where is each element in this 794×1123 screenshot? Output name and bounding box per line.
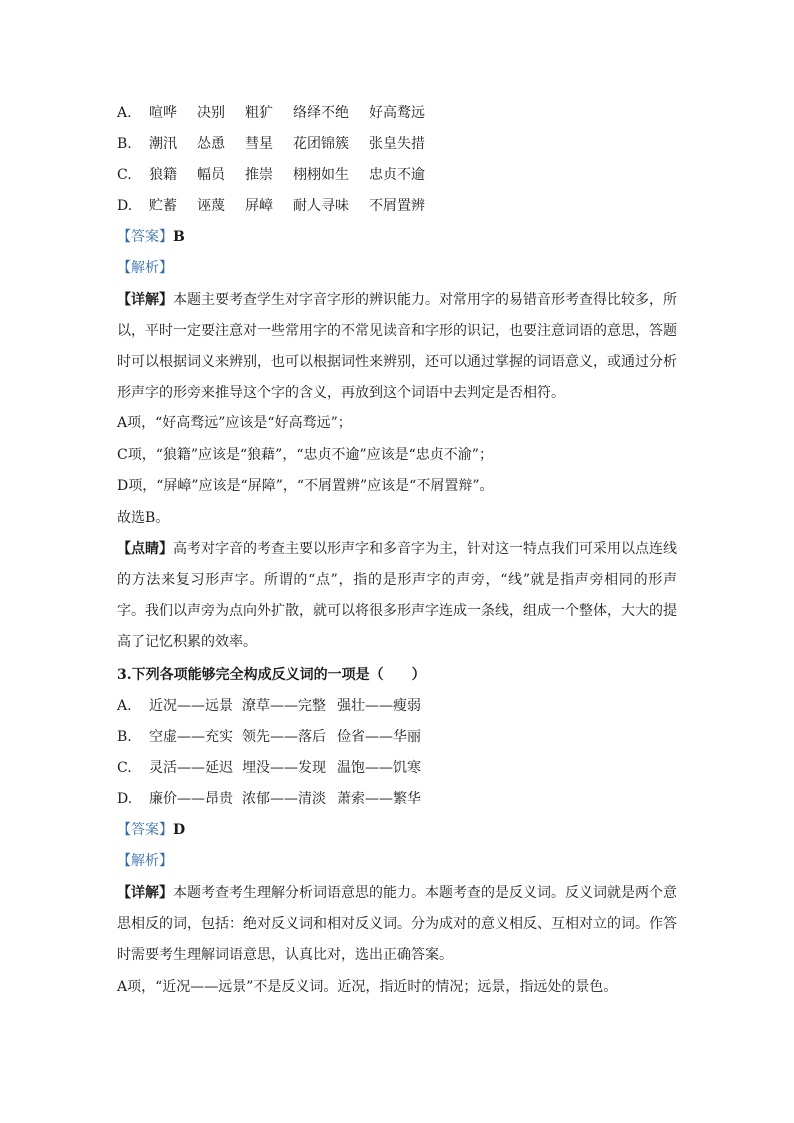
q3-question: 3.下列各项能够完全构成反义词的一项是（ ）: [117, 667, 426, 683]
answer-tag: 【答案】: [117, 822, 173, 838]
option-word: 诬蔑: [197, 198, 225, 214]
option-word: 彗星: [245, 136, 273, 152]
option-word: 决别: [197, 105, 225, 121]
answer-value: B: [173, 229, 185, 245]
q3-analysis-tag: [117, 851, 173, 871]
q3-detail-paragraph: [117, 878, 677, 971]
detail-tag: 【详解】: [117, 885, 173, 901]
q3-option-c: [117, 758, 421, 778]
option-pair: 强壮——瘦弱: [337, 698, 421, 714]
q2-option-c: [117, 165, 425, 185]
option-label: B.: [117, 136, 132, 152]
option-label: B.: [117, 729, 132, 745]
option-word: 怂恿: [197, 136, 225, 152]
option-word: 喧哗: [149, 105, 177, 121]
option-pair: 萧索——繁华: [337, 791, 421, 807]
option-word: 花团锦簇: [293, 136, 349, 152]
q3-option-b: [117, 727, 421, 747]
q2-analysis-tag: [117, 258, 173, 278]
q2-item-c: C项，“狼籍”应该是“狼藉”，“忠贞不逾”应该是“忠贞不渝”；: [117, 447, 493, 463]
analysis-tag: 【解析】: [117, 260, 173, 276]
option-pair: 近况——远景: [149, 698, 233, 714]
q2-answer: [117, 227, 185, 247]
option-label: C.: [117, 760, 132, 776]
q2-item-a: A项，“好高骛远”应该是“好高骛远”；: [117, 415, 352, 431]
option-label: A.: [117, 105, 132, 121]
option-word: 络绎不绝: [293, 105, 349, 121]
option-pair: 潦草——完整: [242, 698, 326, 714]
option-word: 不屑置辨: [369, 198, 425, 214]
option-word: 粗犷: [245, 105, 273, 121]
option-word: 耐人寻味: [293, 198, 349, 214]
tip-tag: 【点睛】: [117, 541, 173, 557]
q2-tip-paragraph: [117, 534, 677, 658]
q2-option-a: [117, 103, 425, 123]
option-label: D.: [117, 198, 133, 214]
detail-text: 本题考查考生理解分析词语意思的能力。本题考查的是反义词。反义词就是两个意思相反的词，包括：绝对反义词和相对反义词。分为成对的意义相反、互相对立的词。作答时需要考生理解词语意思，认真比对，选出正确答案。: [117, 885, 677, 963]
option-word: 贮蓄: [149, 198, 177, 214]
option-pair: 浓郁——清淡: [242, 791, 326, 807]
q2-detail-paragraph: [117, 285, 677, 409]
q2-conclusion: 故选B。: [117, 510, 170, 526]
option-label: D.: [117, 791, 133, 807]
q3-option-d: [117, 789, 421, 809]
q2-item-d: D项，“屏嶂”应该是“屏障”，“不屑置辨”应该是“不屑置辩”。: [117, 478, 494, 494]
q2-option-b: [117, 134, 425, 154]
option-word: 狼籍: [149, 167, 177, 183]
tip-text: 高考对字音的考查主要以形声字和多音字为主，针对这一特点我们可采用以点连线的方法来复习形声字。所谓的“点”，指的是形声字的声旁，“线”就是指声旁相同的形声字。我们以声旁为点向外扩散，就可以将很多形声字连成一条线，组成一个整体，大大的提高了记忆积累的效率。: [117, 541, 677, 650]
option-pair: 空虚——充实: [149, 729, 233, 745]
detail-tag: 【详解】: [117, 292, 173, 308]
q3-option-a: [117, 696, 421, 716]
detail-text: 本题主要考查学生对字音字形的辨识能力。对常用字的易错音形考查得比较多，所以，平时一定要注意对一些常用字的不常见读音和字形的识记，也要注意词语的意思，答题时可以根据词义来辨别，也可以根据词性来辨别，还可以通过掌握的词语意义，或通过分析形声字的形旁来推导这个字的含义，再放到这个词语中去判定是否相符。: [117, 292, 677, 401]
q3-answer: [117, 820, 185, 840]
answer-value: D: [173, 822, 186, 838]
answer-tag: 【答案】: [117, 229, 173, 245]
option-word: 张皇失措: [369, 136, 425, 152]
option-word: 潮汛: [149, 136, 177, 152]
q2-option-d: [117, 196, 425, 216]
option-pair: 灵活——延迟: [149, 760, 233, 776]
option-pair: 领先——落后: [242, 729, 326, 745]
option-word: 栩栩如生: [293, 167, 349, 183]
option-pair: 廉价——昂贵: [149, 791, 233, 807]
option-pair: 埋没——发现: [242, 760, 326, 776]
option-label: A.: [117, 698, 132, 714]
option-pair: 俭省——华丽: [337, 729, 421, 745]
option-word: 屏嶂: [245, 198, 273, 214]
analysis-tag: 【解析】: [117, 853, 173, 869]
option-word: 忠贞不逾: [369, 167, 425, 183]
option-word: 推崇: [245, 167, 273, 183]
option-word: 幅员: [197, 167, 225, 183]
option-pair: 温饱——饥寒: [337, 760, 421, 776]
option-label: C.: [117, 167, 132, 183]
option-word: 好高鹜远: [369, 105, 425, 121]
q3-item-a: A项，“近况——远景”不是反义词。近况，指近时的情况；远景，指远处的景色。: [117, 979, 618, 995]
